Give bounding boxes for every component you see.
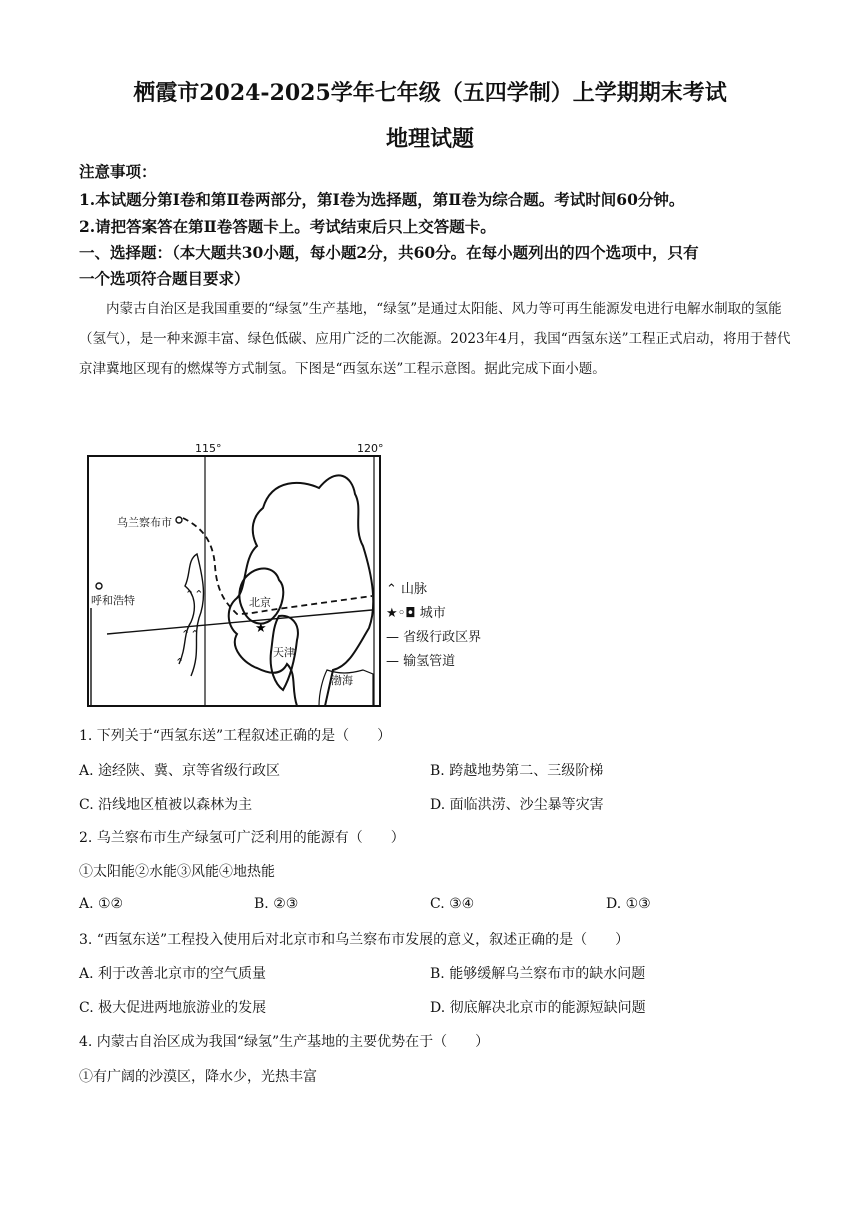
hydrogen-pipeline-dashed	[183, 518, 372, 614]
ulanqab-city-marker	[176, 517, 182, 523]
q1-option-b: B. 跨越地势第二、三级阶梯	[430, 763, 604, 779]
city-label-hohhot: 呼和浩特	[91, 594, 135, 607]
legend-boundary: 省级行政区界	[403, 630, 482, 645]
beijing-star-marker: ★	[255, 621, 267, 636]
notes-item-1: 1.本试题分第Ⅰ卷和第Ⅱ卷两部分，第Ⅰ卷为选择题，第Ⅱ卷为综合题。考试时间60分钟。	[79, 190, 685, 209]
legend-pipeline: 输氢管道	[403, 654, 456, 669]
hydrogen-pipeline	[107, 610, 372, 634]
svg-text:⌃: ⌃	[175, 656, 185, 669]
pipeline-legend-icon: —	[386, 654, 399, 669]
q2-option-c: C. ③④	[430, 896, 475, 912]
question-1-stem: 1. 下列关于“西氢东送”工程叙述正确的是（ ）	[79, 728, 392, 744]
sea-label-bohai: 渤海	[331, 674, 353, 687]
legend-city: 城市	[419, 606, 446, 621]
city-label-beijing: 北京	[249, 596, 271, 609]
city-legend-icon: ★◦◘	[386, 606, 416, 621]
mountain-legend-icon: ⌃	[386, 582, 397, 597]
q1-option-c: C. 沿线地区植被以森林为主	[79, 797, 253, 813]
q2-option-a: A. ①②	[79, 896, 124, 912]
section-heading-line2: 一个选项符合题目要求）	[79, 269, 250, 288]
q2-option-d: D. ①③	[606, 896, 651, 912]
q1-option-d: D. 面临洪涝、沙尘暴等灾害	[430, 797, 604, 813]
question-2-sub: ①太阳能②水能③风能④地热能	[79, 864, 275, 880]
hebei-boundary	[229, 475, 374, 706]
reading-passage: 内蒙古自治区是我国重要的“绿氢”生产基地，“绿氢”是通过太阳能、风力等可再生能源发电进行电解水制取的氢能（氢气），是一种来源丰富、绿色低碳、应用广泛的二次能源。2023年4月，我国“西氢东送”工程正式启动，将用于替代京津冀地区现有的燃煤等方式制氢。下图是“西氢东送”工程示意图。据此完成下面小题。	[79, 301, 791, 377]
q3-option-b: B. 能够缓解乌兰察布市的缺水问题	[430, 966, 646, 982]
boundary-legend-icon: —	[386, 630, 399, 645]
section-heading-line1: 一、选择题：（本大题共30小题，每小题2分，共60分。在每小题列出的四个选项中，只有	[79, 243, 699, 262]
q3-option-a: A. 利于改善北京市的空气质量	[79, 966, 267, 982]
map-figure	[87, 438, 383, 708]
exam-subtitle: 地理试题	[385, 126, 474, 152]
q2-option-b: B. ②③	[254, 896, 299, 912]
question-4-sub: ①有广阔的沙漠区，降水少，光热丰富	[79, 1069, 317, 1085]
map-legend	[386, 578, 496, 674]
city-label-tianjin: 天津	[273, 646, 295, 659]
west-hydrogen-east-map	[87, 438, 383, 708]
hohhot-city-marker	[96, 583, 102, 589]
q1-option-a: A. 途经陕、冀、京等省级行政区	[79, 763, 281, 779]
city-label-ulanqab: 乌兰察布市	[117, 516, 172, 529]
q3-option-d: D. 彻底解决北京市的能源短缺问题	[430, 1000, 646, 1016]
legend-mountain: 山脉	[401, 582, 428, 597]
q3-option-c: C. 极大促进两地旅游业的发展	[79, 1000, 267, 1016]
svg-text:⌃⌃: ⌃⌃	[181, 628, 200, 641]
lon-label-115: 115°	[195, 442, 222, 455]
notes-item-2: 2.请把答案答在第Ⅱ卷答题卡上。考试结束后只上交答题卡。	[79, 217, 496, 236]
lon-label-120: 120°	[357, 442, 383, 455]
question-4-stem: 4. 内蒙古自治区成为我国“绿氢”生产基地的主要优势在于（ ）	[79, 1034, 490, 1050]
exam-title: 栖霞市2024-2025学年七年级（五四学制）上学期期末考试	[133, 80, 727, 106]
notes-heading: 注意事项：	[79, 162, 157, 181]
question-3-stem: 3. “西氢东送”工程投入使用后对北京市和乌兰察布市发展的意义，叙述正确的是（ ）	[79, 932, 630, 948]
svg-text:⌃⌃: ⌃⌃	[185, 588, 204, 601]
question-2-stem: 2. 乌兰察布市生产绿氢可广泛利用的能源有（ ）	[79, 830, 405, 846]
